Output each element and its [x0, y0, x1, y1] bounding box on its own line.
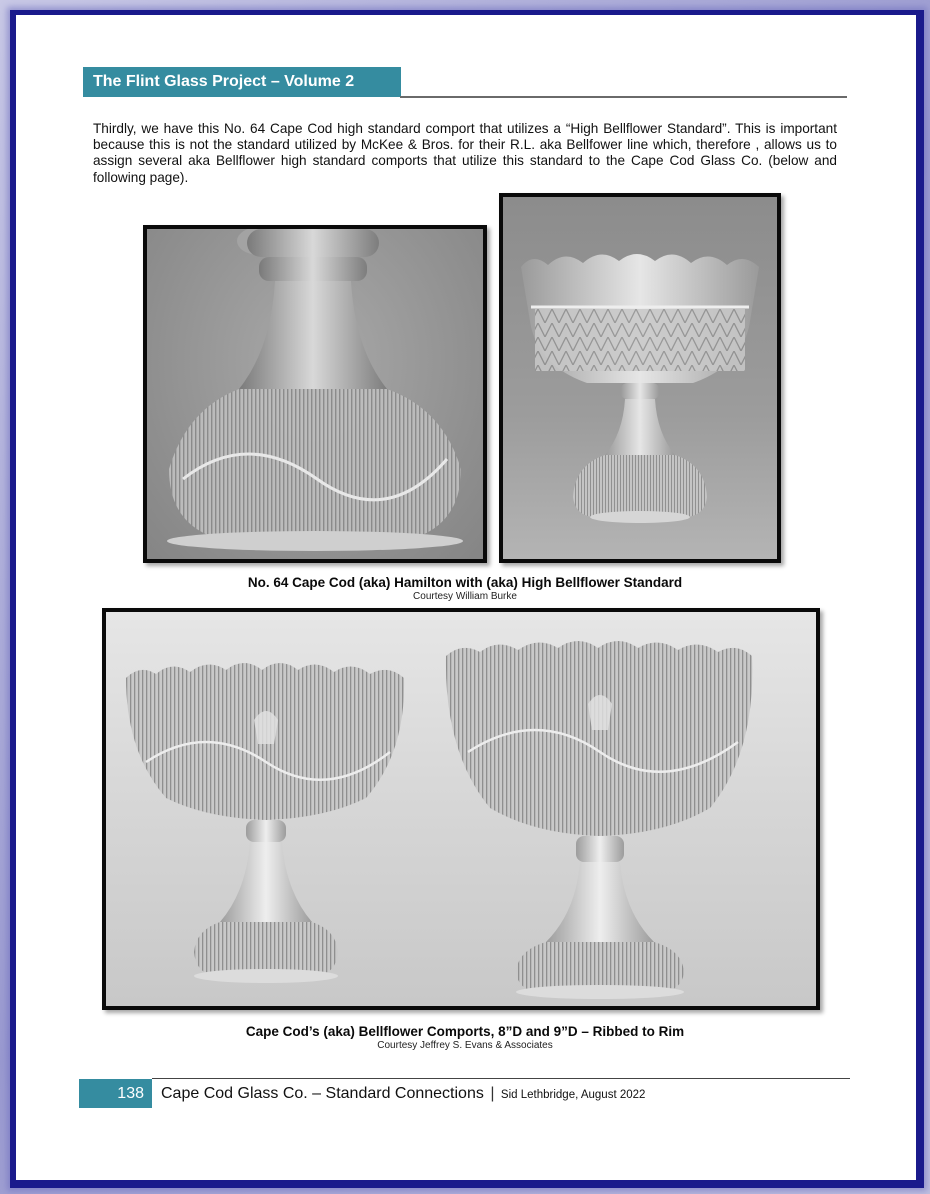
figure-1-title: No. 64 Cape Cod (aka) Hamilton with (aka) High Bellflower Standard — [247, 575, 683, 590]
footer-divider — [152, 1078, 850, 1079]
intro-paragraph: Thirdly, we have this No. 64 Cape Cod high standard comport that utilizes a “High Bellflower Standard”. This is important because this is not the standard utilized by McKee & Bros. for their R.L. aka Bellfower line which, therefore , allows us to assign several aka Bellflower high standard comports that utilize this standard to the Cape Cod Glass Co. (below and following page). — [93, 121, 837, 185]
two-comports-illustration — [106, 612, 816, 1006]
footer-separator: | — [490, 1085, 495, 1102]
comport-base-illustration — [147, 229, 483, 559]
running-header — [83, 67, 401, 97]
running-footer — [161, 1085, 645, 1103]
photo-diamond-comport — [499, 193, 781, 563]
comport-illustration — [503, 197, 777, 559]
figure-2-credit: Courtesy Jeffrey S. Evans & Associates — [377, 1040, 553, 1051]
page-number: 138 — [117, 1085, 144, 1102]
photo-standard-closeup — [143, 225, 487, 563]
footer-title: Cape Cod Glass Co. – Standard Connections — [161, 1085, 484, 1102]
figure-2-caption — [0, 1024, 930, 1051]
footer-author: Sid Lethbridge, August 2022 — [500, 1089, 646, 1101]
page-number-badge — [79, 1079, 152, 1108]
header-divider — [400, 96, 847, 98]
photo-two-bellflower-comports — [102, 608, 820, 1010]
figure-1-caption — [0, 575, 930, 602]
figure-1-credit: Courtesy William Burke — [413, 591, 517, 602]
header-title: The Flint Glass Project – Volume 2 — [93, 73, 355, 90]
figure-2-title: Cape Cod’s (aka) Bellflower Comports, 8”D and 9”D – Ribbed to Rim — [245, 1024, 685, 1039]
